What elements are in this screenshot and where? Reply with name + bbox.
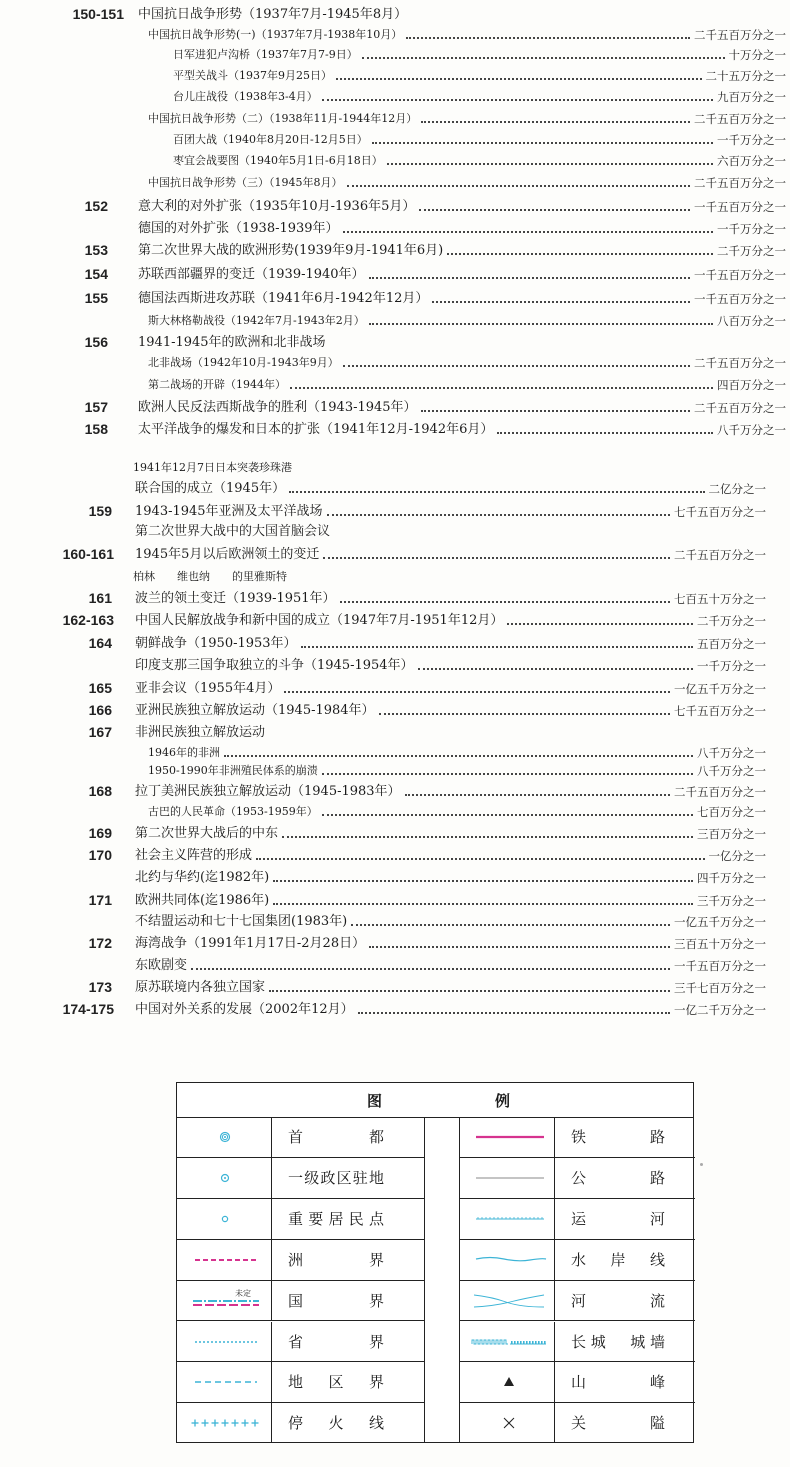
toc-page-number: 173 [88, 979, 112, 995]
toc-map-scale: 一千万分之一 [717, 133, 786, 147]
toc-page-number: 164 [88, 635, 112, 651]
toc-page-number: 154 [84, 266, 108, 282]
toc-map-scale: 四百万分之一 [717, 378, 786, 392]
toc-entry[interactable] [0, 823, 790, 843]
legend-label: 运 河 [571, 1209, 665, 1228]
toc-page-number: 171 [88, 892, 112, 908]
toc-title: 欧洲共同体(迄1986年) [135, 893, 270, 908]
legend-entry [177, 1362, 424, 1403]
toc-title: 德国的对外扩张（1938-1939年） [138, 221, 339, 236]
toc-leader-dots [507, 623, 693, 625]
toc-page-number: 159 [88, 503, 112, 519]
legend-label: 水岸线 [571, 1250, 665, 1269]
toc-entry[interactable] [0, 742, 790, 762]
toc-map-scale: 三百五十万分之一 [674, 937, 766, 951]
toc-title: 拉丁美洲民族独立解放运动（1945-1983年） [135, 784, 401, 799]
toc-entry[interactable] [0, 240, 790, 260]
legend-header [177, 1083, 693, 1118]
toc-entry[interactable] [0, 332, 790, 352]
canal-symbol [460, 1199, 555, 1239]
toc-leader-dots [369, 277, 690, 279]
toc-map-scale: 二千五百万分之一 [694, 28, 786, 42]
great-wall-symbol [460, 1322, 555, 1362]
toc-leader-dots [284, 691, 670, 693]
toc-map-scale: 三千万分之一 [697, 894, 766, 908]
toc-entry[interactable] [0, 24, 790, 44]
toc-map-scale: 二千五百万分之一 [694, 112, 786, 126]
district-boundary-symbol [177, 1362, 272, 1402]
toc-title: 亚洲民族独立解放运动（1945-1984年） [135, 703, 375, 718]
toc-map-scale: 八百万分之一 [717, 314, 786, 328]
toc-title: 古巴的人民革命（1953-1959年） [148, 805, 318, 818]
toc-map-scale: 四千万分之一 [697, 871, 766, 885]
toc-entry[interactable] [0, 374, 790, 394]
railway-symbol [460, 1117, 555, 1157]
toc-title: 德国法西斯进攻苏联（1941年6月-1942年12月） [138, 291, 429, 306]
legend-label: 洲 界 [288, 1250, 384, 1269]
settlement-symbol [177, 1199, 272, 1239]
toc-entry[interactable] [0, 566, 790, 586]
toc-title: 朝鲜战争（1950-1953年） [135, 636, 297, 651]
toc-title: 1941-1945年的欧洲和北非战场 [138, 335, 326, 350]
toc-page-number: 169 [88, 825, 112, 841]
river-symbol [460, 1281, 555, 1321]
toc-leader-dots [327, 514, 670, 516]
toc-title: 非洲民族独立解放运动 [135, 725, 266, 740]
toc-page-number: 161 [88, 590, 112, 606]
toc-title: 1941年12月7日日本突袭珍珠港 [133, 461, 292, 474]
toc-entry[interactable] [0, 218, 790, 238]
toc-entry[interactable] [0, 845, 790, 865]
toc-entry[interactable] [0, 172, 790, 192]
toc-map-scale: 一千五百万分之一 [694, 200, 786, 214]
page-speck [700, 1163, 703, 1166]
toc-leader-dots [322, 773, 693, 775]
legend-entry [177, 1199, 424, 1240]
toc-entry[interactable] [0, 588, 790, 608]
legend-entry [460, 1322, 695, 1363]
toc-leader-dots [447, 253, 713, 255]
toc-entry[interactable] [0, 196, 790, 216]
legend-label: 山 峰 [571, 1373, 665, 1392]
toc-map-scale: 七百万分之一 [697, 805, 766, 819]
toc-entry[interactable] [0, 977, 790, 997]
toc-title: 百团大战（1940年8月20日-12月5日） [173, 133, 368, 146]
toc-title: 第二次世界大战后的中东 [135, 826, 279, 841]
toc-title: 不结盟运动和七十七国集团(1983年) [135, 914, 348, 929]
legend-label: 关 隘 [571, 1414, 665, 1433]
toc-leader-dots [419, 209, 690, 211]
toc-leader-dots [290, 387, 713, 389]
toc-map-scale: 一千五百万分之一 [674, 959, 766, 973]
toc-entry[interactable] [0, 44, 790, 64]
toc-leader-dots [405, 794, 670, 796]
toc-page-number: 174-175 [62, 1001, 114, 1017]
toc-entry[interactable] [0, 544, 790, 564]
toc-entry[interactable] [0, 86, 790, 106]
toc-entry[interactable] [0, 760, 790, 780]
toc-page-number: 150-151 [72, 6, 124, 22]
legend-entry [177, 1240, 424, 1281]
toc-leader-dots [301, 646, 693, 648]
toc-map-scale: 三百万分之一 [697, 827, 766, 841]
legend-label: 首 都 [288, 1128, 384, 1146]
toc-entry[interactable] [0, 478, 790, 498]
toc-title: 1945年5月以后欧洲领土的变迁 [135, 547, 320, 562]
toc-title: 社会主义阵营的形成 [135, 848, 253, 863]
toc-entry[interactable] [0, 610, 790, 630]
toc-map-scale: 二十五万分之一 [705, 69, 786, 83]
toc-title: 北非战场（1942年10月-1943年9月） [148, 356, 339, 369]
legend-entry [177, 1403, 424, 1444]
toc-page-number: 160-161 [62, 546, 114, 562]
toc-page-number: 152 [84, 198, 108, 214]
toc-leader-dots [343, 231, 713, 233]
toc-leader-dots [351, 924, 670, 926]
legend-entry [460, 1403, 695, 1444]
mountain-peak-symbol [460, 1362, 555, 1402]
legend-entry [177, 1322, 424, 1363]
toc-map-scale: 一亿分之一 [708, 849, 766, 863]
toc-map-scale: 二千五百万分之一 [694, 401, 786, 415]
toc-entry[interactable] [0, 890, 790, 910]
toc-title: 柏林 维也纳 的里雅斯特 [133, 570, 287, 583]
toc-entry[interactable] [0, 4, 790, 24]
provincial-seat-symbol [177, 1158, 272, 1198]
toc-map-scale: 九百万分之一 [717, 90, 786, 104]
undetermined-boundary-note: 未定 [235, 1288, 251, 1298]
toc-entry[interactable] [0, 933, 790, 953]
toc-map-scale: 一千万分之一 [717, 222, 786, 236]
toc-title: 亚非会议（1955年4月） [135, 681, 281, 696]
toc-map-scale: 八千万分之一 [717, 423, 786, 437]
toc-map-scale: 二千五百万分之一 [674, 785, 766, 799]
legend-entry [460, 1117, 695, 1158]
legend-label: 重要居民点 [288, 1209, 384, 1228]
toc-map-scale: 二千万分之一 [717, 244, 786, 258]
toc-entry[interactable] [0, 419, 790, 439]
toc-leader-dots [362, 57, 725, 59]
toc-entry[interactable] [0, 678, 790, 698]
toc-entry[interactable] [0, 867, 790, 887]
toc-entry[interactable] [0, 457, 790, 477]
legend-entry [177, 1117, 424, 1158]
toc-title: 平型关战斗（1937年9月25日） [173, 69, 332, 82]
toc-entry[interactable] [0, 999, 790, 1019]
toc-title: 北约与华约(迄1982年) [135, 870, 270, 885]
legend-entry [460, 1240, 695, 1281]
toc-leader-dots [322, 99, 713, 101]
toc-leader-dots [406, 37, 690, 39]
toc-title: 波兰的领土变迁（1939-1951年） [135, 591, 336, 606]
toc-leader-dots [336, 78, 702, 80]
toc-map-scale: 七千五百万分之一 [674, 505, 766, 519]
toc-title: 台儿庄战役（1938年3-4月） [173, 90, 318, 103]
toc-title: 1943-1945年亚洲及太平洋战场 [135, 504, 323, 519]
legend-title-left: 图 [367, 1092, 383, 1110]
legend-entry [460, 1362, 695, 1403]
toc-leader-dots [432, 301, 690, 303]
toc-leader-dots [421, 121, 690, 123]
toc-entry[interactable] [0, 700, 790, 720]
legend-label: 停火线 [288, 1414, 384, 1433]
toc-map-scale: 八千万分之一 [697, 764, 766, 778]
toc-title: 第二战场的开辟（1944年） [148, 378, 286, 391]
toc-entry[interactable] [0, 288, 790, 308]
toc-entry[interactable] [0, 655, 790, 675]
toc-page-number: 172 [88, 935, 112, 951]
toc-map-scale: 一亿二千万分之一 [674, 1003, 766, 1017]
toc-map-scale: 一亿五千万分之一 [674, 682, 766, 696]
legend-entry [177, 1158, 424, 1199]
toc-page-number: 157 [84, 399, 108, 415]
toc-page-number: 162-163 [62, 612, 114, 628]
toc-map-scale: 六百万分之一 [717, 154, 786, 168]
toc-title: 欧洲人民反法西斯战争的胜利（1943-1945年） [138, 400, 417, 415]
toc-title: 海湾战争（1991年1月17日-2月28日） [135, 936, 366, 951]
toc-map-scale: 一千五百万分之一 [694, 268, 786, 282]
legend-divider [424, 1117, 460, 1442]
toc-entry[interactable] [0, 801, 790, 821]
toc-page-number: 153 [84, 242, 108, 258]
toc-leader-dots [191, 968, 670, 970]
legend-label: 一级政区驻地 [288, 1168, 384, 1187]
highway-symbol [460, 1158, 555, 1198]
toc-leader-dots [224, 755, 693, 757]
toc-map-scale: 八千万分之一 [697, 746, 766, 760]
legend-entry [460, 1158, 695, 1199]
legend-label: 公 路 [571, 1168, 665, 1187]
toc-entry[interactable] [0, 129, 790, 149]
toc-entry[interactable] [0, 521, 790, 541]
toc-leader-dots [273, 903, 693, 905]
toc-entry[interactable] [0, 781, 790, 801]
toc-title: 意大利的对外扩张（1935年10月-1936年5月） [138, 199, 416, 214]
toc-page-number: 168 [88, 783, 112, 799]
toc-leader-dots [273, 880, 693, 882]
toc-title: 中国抗日战争形势（三）（1945年8月） [148, 176, 343, 189]
toc-entry[interactable] [0, 633, 790, 653]
legend-label: 地区界 [288, 1373, 384, 1392]
toc-page-number: 170 [88, 847, 112, 863]
toc-leader-dots [323, 557, 670, 559]
toc-map-scale: 二千五百万分之一 [694, 176, 786, 190]
toc-leader-dots [343, 365, 690, 367]
toc-map-scale: 五百万分之一 [697, 637, 766, 651]
legend-entry [177, 1281, 424, 1322]
toc-map-scale: 一千五百万分之一 [694, 292, 786, 306]
toc-entry[interactable] [0, 65, 790, 85]
legend-label: 省 界 [288, 1332, 384, 1351]
toc-title: 原苏联境内各独立国家 [135, 980, 266, 995]
toc-title: 1950-1990年非洲殖民体系的崩溃 [148, 764, 318, 777]
toc-map-scale: 三千七百万分之一 [674, 981, 766, 995]
toc-entry[interactable] [0, 501, 790, 521]
toc-title: 中国人民解放战争和新中国的成立（1947年7月-1951年12月） [135, 613, 504, 628]
toc-leader-dots [372, 142, 713, 144]
toc-title: 印度支那三国争取独立的斗争（1945-1954年） [135, 658, 414, 673]
legend-title-right: 例 [495, 1092, 511, 1110]
toc-page-number: 165 [88, 680, 112, 696]
toc-title: 中国对外关系的发展（2002年12月） [135, 1002, 354, 1017]
toc-leader-dots [369, 323, 713, 325]
toc-leader-dots [322, 814, 693, 816]
legend-entry [460, 1199, 695, 1240]
toc-page-number: 167 [88, 724, 112, 740]
ceasefire-line-symbol [177, 1403, 272, 1443]
toc-leader-dots [269, 990, 670, 992]
legend-label: 铁 路 [571, 1128, 665, 1146]
toc-entry[interactable] [0, 150, 790, 170]
legend-label: 国 界 [288, 1291, 384, 1310]
toc-entry[interactable] [0, 955, 790, 975]
toc-title: 太平洋战争的爆发和日本的扩张（1941年12月-1942年6月） [138, 422, 494, 437]
toc-entry[interactable] [0, 310, 790, 330]
pass-symbol [460, 1403, 555, 1443]
toc-leader-dots [340, 601, 670, 603]
toc-leader-dots [421, 410, 690, 412]
capital-symbol [177, 1117, 272, 1157]
toc-entry[interactable] [0, 397, 790, 417]
toc-map-scale: 二千五百万分之一 [694, 356, 786, 370]
toc-title: 枣宜会战要图（1940年5月1日-6月18日） [173, 154, 383, 167]
toc-leader-dots [497, 432, 713, 434]
toc-leader-dots [379, 713, 670, 715]
toc-title: 第二次世界大战中的大国首脑会议 [135, 524, 331, 539]
shoreline-symbol [460, 1240, 555, 1280]
toc-page-number: 155 [84, 290, 108, 306]
toc-title: 东欧剧变 [135, 958, 188, 973]
continent-boundary-symbol [177, 1240, 272, 1280]
toc-map-scale: 二亿分之一 [708, 482, 766, 496]
toc-map-scale: 七百五十万分之一 [674, 592, 766, 606]
toc-map-scale: 二千五百万分之一 [674, 548, 766, 562]
legend-entry [460, 1281, 695, 1322]
toc-entry[interactable] [0, 722, 790, 742]
toc-title: 1946年的非洲 [148, 746, 220, 759]
toc-title: 中国抗日战争形势（1937年7月-1945年8月） [138, 7, 408, 22]
toc-title: 联合国的成立（1945年） [135, 481, 286, 496]
toc-page-number: 166 [88, 702, 112, 718]
toc-leader-dots [358, 1012, 670, 1014]
toc-leader-dots [347, 185, 691, 187]
toc-title: 中国抗日战争形势（二）（1938年11月-1944年12月） [148, 112, 418, 125]
toc-leader-dots [387, 163, 713, 165]
toc-entry[interactable] [0, 264, 790, 284]
toc-leader-dots [282, 836, 693, 838]
toc-map-scale: 七千五百万分之一 [674, 704, 766, 718]
toc-title: 斯大林格勒战役（1942年7月-1943年2月） [148, 314, 365, 327]
toc-leader-dots [256, 858, 704, 860]
toc-leader-dots [418, 668, 693, 670]
provincial-boundary-symbol [177, 1322, 272, 1362]
toc-entry[interactable] [0, 108, 790, 128]
toc-map-scale: 二千万分之一 [697, 614, 766, 628]
legend-label: 河 流 [571, 1291, 665, 1310]
toc-title: 苏联西部疆界的变迁（1939-1940年） [138, 267, 365, 282]
toc-title: 第二次世界大战的欧洲形势(1939年9月-1941年6月) [138, 243, 444, 258]
toc-map-scale: 一亿五千万分之一 [674, 915, 766, 929]
national-boundary-symbol [177, 1281, 272, 1321]
legend-label: 长城 城墙 [571, 1332, 665, 1351]
toc-map-scale: 一千万分之一 [697, 659, 766, 673]
toc-map-scale: 十万分之一 [728, 48, 786, 62]
toc-leader-dots [369, 946, 670, 948]
toc-title: 日军进犯卢沟桥（1937年7月7-9日） [173, 48, 358, 61]
map-legend [176, 1082, 694, 1443]
toc-entry[interactable] [0, 911, 790, 931]
toc-leader-dots [289, 491, 704, 493]
toc-title: 中国抗日战争形势(一)（1937年7月-1938年10月） [148, 28, 403, 41]
toc-page-number: 158 [84, 421, 108, 437]
toc-page-number: 156 [84, 334, 108, 350]
toc-entry[interactable] [0, 352, 790, 372]
